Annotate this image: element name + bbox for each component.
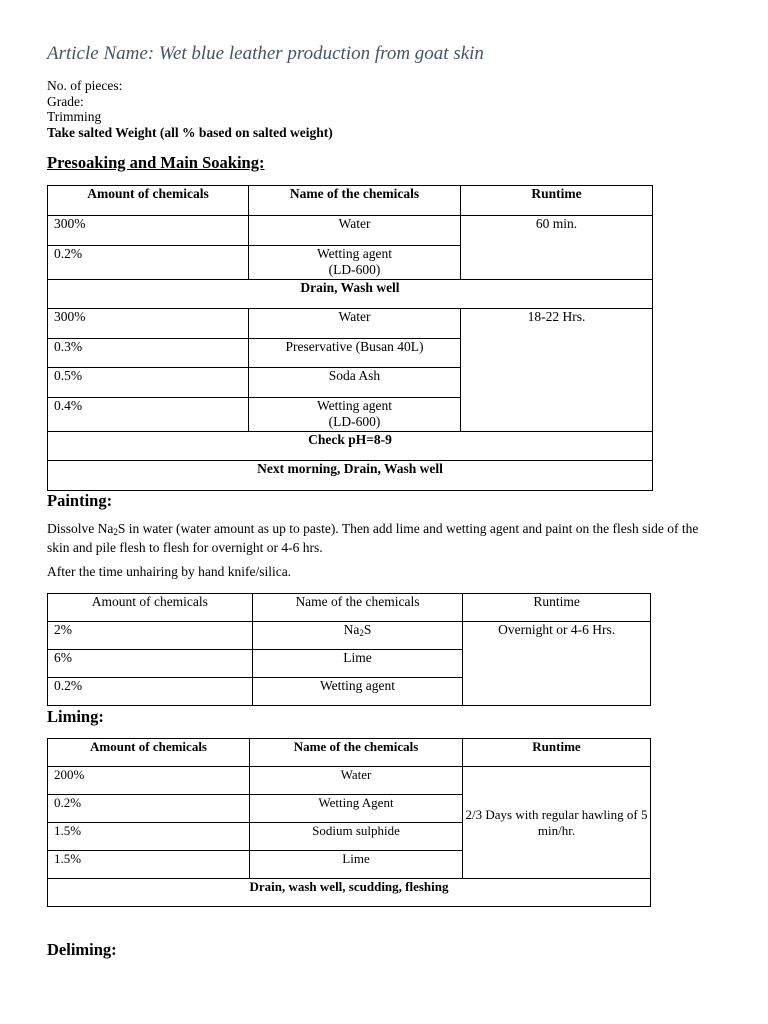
- amount-cell: 1.5%: [48, 823, 250, 851]
- table-header-row: [48, 739, 651, 767]
- chemical-name-line: Wetting agent: [316, 246, 392, 261]
- amount-cell: 0.3%: [48, 339, 249, 368]
- table-row: [48, 432, 653, 461]
- instruction-cell: Check pH=8-9: [48, 432, 653, 461]
- painting-text-a: Dissolve Na: [47, 521, 114, 536]
- chemical-name-line: (LD-600): [328, 414, 381, 429]
- amount-cell: 200%: [48, 767, 250, 795]
- painting-text-b: S in water (water amount as up to paste). Then add lime and wetting agent and paint on the flesh side of the skin and pile flesh to flesh for overnight or 4-6 hrs.: [47, 521, 699, 555]
- amount-cell: 2%: [48, 622, 253, 650]
- chemical-cell: Soda Ash: [249, 368, 461, 398]
- table-row: [48, 216, 653, 246]
- chemical-cell: [249, 246, 461, 280]
- col-header-amount: Amount of chemicals: [48, 594, 253, 622]
- col-header-name: Name of the chemicals: [250, 739, 463, 767]
- col-header-amount: Amount of chemicals: [48, 186, 249, 216]
- chemical-cell: Wetting agent: [252, 678, 463, 706]
- runtime-cell: 60 min.: [461, 216, 653, 280]
- runtime-cell: 18-22 Hrs.: [461, 309, 653, 432]
- unhairing-note: After the time unhairing by hand knife/silica.: [47, 564, 292, 579]
- deliming-heading: Deliming:: [47, 940, 117, 959]
- col-header-name: Name of the chemicals: [249, 186, 461, 216]
- amount-cell: 6%: [48, 650, 253, 678]
- amount-cell: 0.2%: [48, 795, 250, 823]
- amount-cell: 300%: [48, 309, 249, 339]
- presoak-heading: Presoaking and Main Soaking:: [47, 153, 265, 172]
- instruction-cell: Drain, Wash well: [48, 280, 653, 309]
- chemical-name-line: (LD-600): [328, 262, 381, 277]
- col-header-amount: Amount of chemicals: [48, 739, 250, 767]
- table-header-row: [48, 594, 651, 622]
- article-title: Article Name: Wet blue leather production from goat skin: [47, 43, 484, 64]
- chemical-cell: [249, 398, 461, 432]
- table-row: [48, 309, 653, 339]
- instruction-cell: Next morning, Drain, Wash well: [48, 461, 653, 491]
- table-row: [48, 879, 651, 907]
- runtime-cell: 2/3 Days with regular hawling of 5 min/hr.: [463, 767, 651, 879]
- amount-cell: 300%: [48, 216, 249, 246]
- pieces-label: No. of pieces:: [47, 78, 123, 93]
- chemical-cell: Water: [249, 309, 461, 339]
- table-row: [48, 622, 651, 650]
- trimming-label: Trimming: [47, 109, 102, 124]
- chemical-name-b: S: [363, 622, 372, 637]
- article-meta: [47, 78, 333, 140]
- salted-weight-note: Take salted Weight (all % based on salted weight): [47, 124, 333, 140]
- amount-cell: 0.2%: [48, 246, 249, 280]
- col-header-runtime: Runtime: [463, 594, 651, 622]
- col-header-runtime: Runtime: [463, 739, 651, 767]
- instruction-cell: Drain, wash well, scudding, fleshing: [48, 879, 651, 907]
- liming-heading: Liming:: [47, 707, 104, 726]
- amount-cell: 0.5%: [48, 368, 249, 398]
- chemical-cell: [252, 622, 463, 650]
- liming-table: [47, 738, 651, 907]
- amount-cell: 1.5%: [48, 851, 250, 879]
- chemical-cell: Preservative (Busan 40L): [249, 339, 461, 368]
- amount-cell: 0.2%: [48, 678, 253, 706]
- chemical-name-line: Wetting agent: [316, 398, 392, 413]
- col-header-runtime: Runtime: [461, 186, 653, 216]
- col-header-name: Name of the chemicals: [252, 594, 463, 622]
- chemical-cell: Wetting Agent: [250, 795, 463, 823]
- painting-instructions: [47, 521, 717, 556]
- table-row: [48, 461, 653, 491]
- chemical-cell: Sodium sulphide: [250, 823, 463, 851]
- chemical-cell: Lime: [252, 650, 463, 678]
- chemical-cell: Water: [249, 216, 461, 246]
- painting-table: [47, 593, 651, 706]
- table-row: [48, 280, 653, 309]
- grade-label: Grade:: [47, 93, 84, 109]
- painting-heading: Painting:: [47, 491, 113, 510]
- amount-cell: 0.4%: [48, 398, 249, 432]
- subscript: 2: [359, 628, 364, 638]
- subscript: 2: [113, 527, 118, 537]
- chemical-name-a: Na: [343, 622, 360, 637]
- table-row: [48, 767, 651, 795]
- presoak-table: [47, 185, 653, 491]
- chemical-cell: Water: [250, 767, 463, 795]
- runtime-cell: Overnight or 4-6 Hrs.: [463, 622, 651, 706]
- table-header-row: [48, 186, 653, 216]
- chemical-cell: Lime: [250, 851, 463, 879]
